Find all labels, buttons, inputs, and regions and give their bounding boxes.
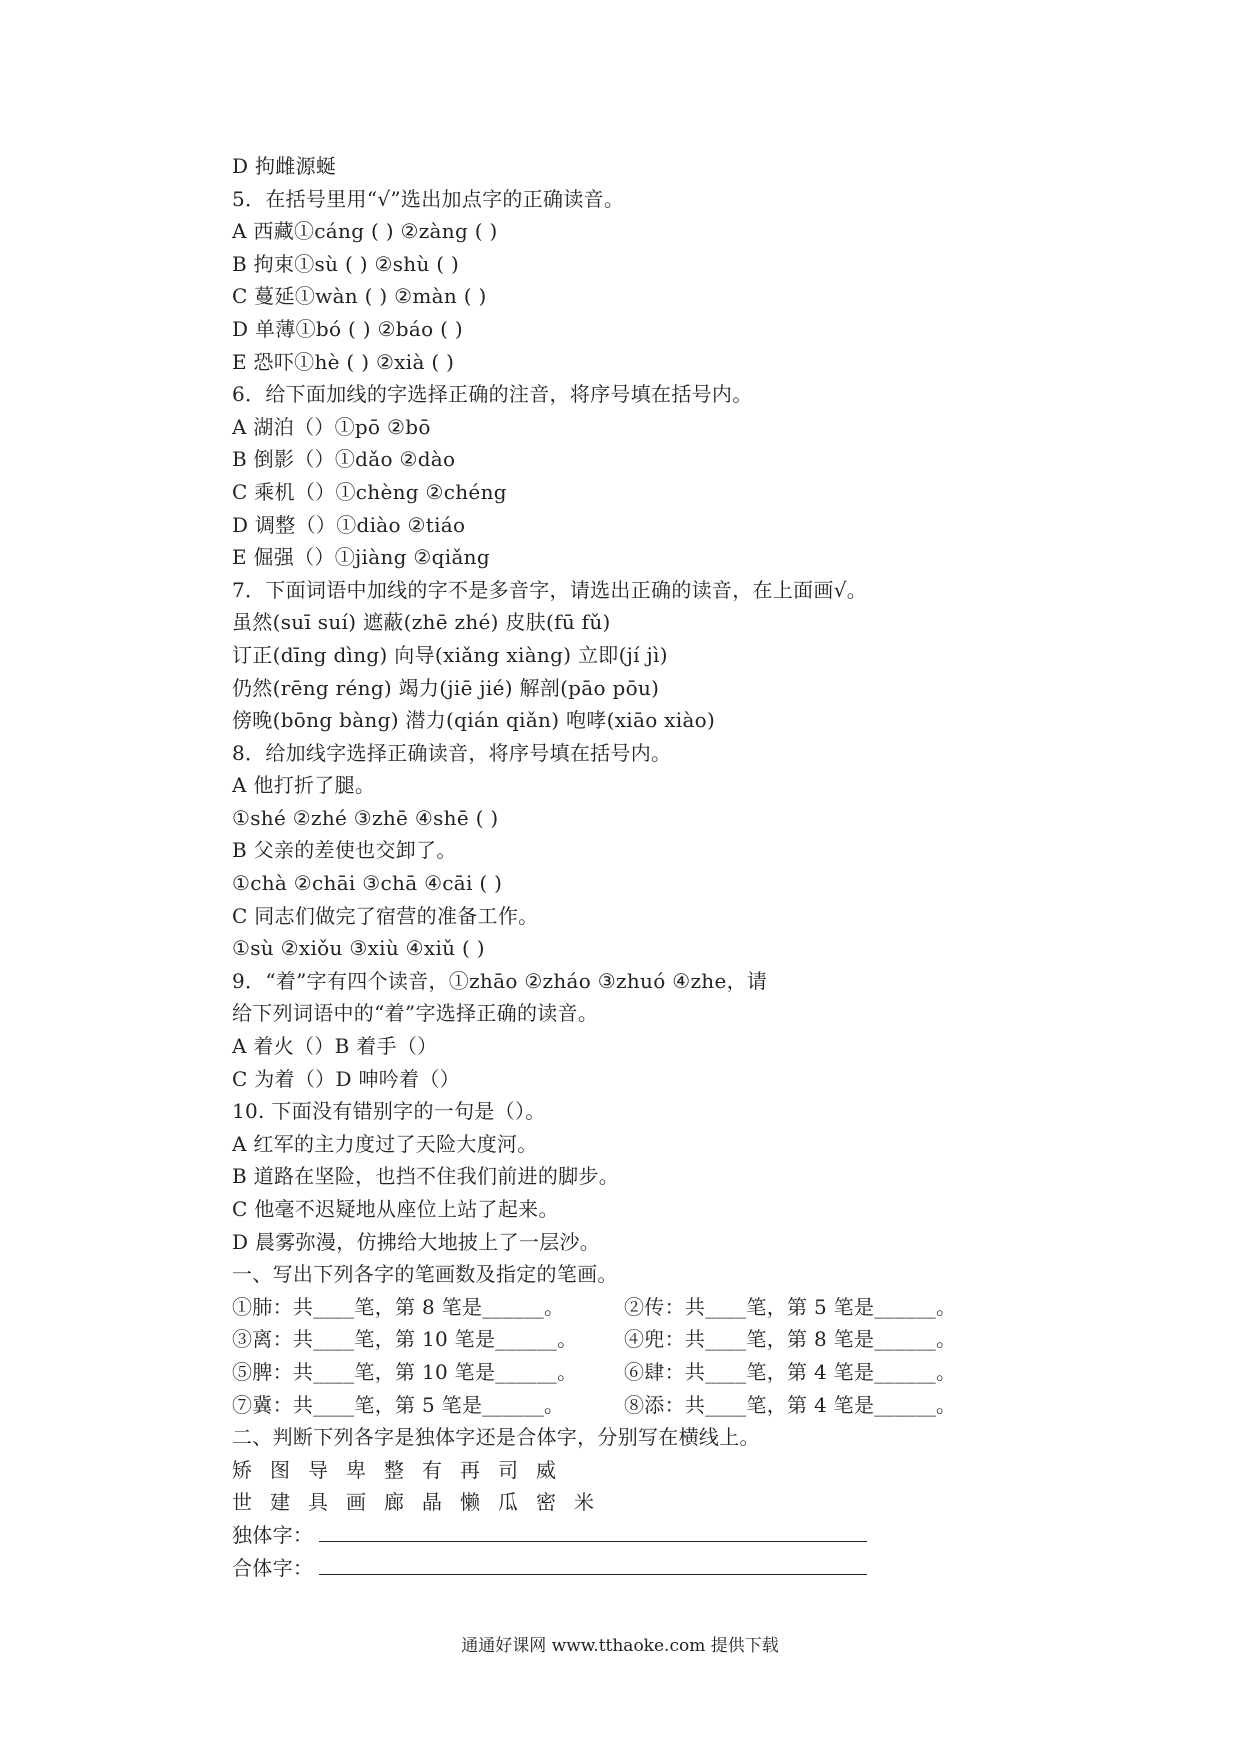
text-line: C 为着（）D 呻吟着（） [232, 1066, 460, 1091]
text-line: C 他毫不迟疑地从座位上站了起来。 [232, 1197, 559, 1221]
section-2-title: 二、判断下列各字是独体字还是合体字，分别写在横线上。 [232, 1425, 760, 1450]
stroke-row [232, 1291, 1032, 1324]
text-line: E 恐吓①hè ( ) ②xià ( ) [232, 349, 455, 374]
text-line: 5．在括号里用“√”选出加点字的正确读音。 [232, 186, 625, 211]
stroke-count-grid [232, 1291, 1032, 1421]
text-line: C 蔓延①wàn ( ) ②màn ( ) [232, 284, 487, 309]
text-line: B 父亲的差使也交卸了。 [232, 838, 457, 863]
char-row-2: 世建具画廊晶懒瓜密米 [232, 1490, 612, 1515]
text-line: 6．给下面加线的字选择正确的注音，将序号填在括号内。 [232, 382, 753, 407]
text-line: B 倒影（）①dǎo ②dào [232, 447, 456, 472]
text-line: ①sù ②xiǒu ③xiù ④xiǔ ( ) [232, 936, 485, 961]
text-line: 一、写出下列各字的笔画数及指定的笔画。 [232, 1262, 618, 1287]
answer-blank-single[interactable] [319, 1519, 867, 1542]
text-line: 傍晚(bōng bàng) 潜力(qián qiǎn) 咆哮(xiāo xiào) [232, 708, 716, 733]
stroke-item: ⑥肆：共____笔，第 4 笔是______。 [624, 1359, 957, 1384]
answer-label-single: 独体字： [232, 1522, 314, 1547]
text-line: ①shé ②zhé ③zhē ④shē ( ) [232, 805, 499, 830]
char-row-1: 矫图导卑整有再司威 [232, 1457, 574, 1482]
text-line: A 着火（）B 着手（） [232, 1034, 438, 1059]
stroke-item: ②传：共____笔，第 5 笔是______。 [624, 1294, 957, 1319]
text-line: 7．下面词语中加线的字不是多音字，请选出正确的读音，在上面画√。 [232, 577, 868, 602]
text-line: 9．“着”字有四个读音，①zhāo ②zháo ③zhuó ④zhe，请 [232, 968, 768, 993]
question-lines [232, 150, 1032, 1291]
answer-blank-compound[interactable] [319, 1552, 867, 1575]
text-line: D 调整（）①diào ②tiáo [232, 512, 466, 537]
answer-line-compound [232, 1552, 1032, 1585]
stroke-row [232, 1356, 1032, 1389]
text-line: 虽然(suī suí) 遮蔽(zhē zhé) 皮肤(fū fǔ) [232, 610, 611, 635]
text-line: 8．给加线字选择正确读音，将序号填在括号内。 [232, 740, 672, 765]
stroke-item: ④兜：共____笔，第 8 笔是______。 [624, 1327, 957, 1352]
text-line: A 西藏①cáng ( ) ②zàng ( ) [232, 219, 498, 244]
stroke-item: ①肺：共____笔，第 8 笔是______。 [232, 1294, 565, 1319]
stroke-row [232, 1323, 1032, 1356]
text-line: B 道路在坚险，也挡不住我们前进的脚步。 [232, 1164, 620, 1189]
text-line: C 乘机（）①chèng ②chéng [232, 479, 507, 504]
text-line: A 红军的主力度过了天险大度河。 [232, 1131, 538, 1156]
text-line: D 晨雾弥漫，仿拂给大地披上了一层沙。 [232, 1229, 601, 1254]
stroke-row [232, 1389, 1032, 1422]
answer-label-compound: 合体字： [232, 1555, 314, 1580]
page-footer: 通通好课网 www.tthaoke.com 提供下载 [461, 1636, 779, 1656]
text-line: C 同志们做完了宿营的准备工作。 [232, 903, 539, 928]
answer-line-single [232, 1519, 1032, 1552]
text-line: E 倔强（）①jiàng ②qiǎng [232, 545, 490, 570]
text-line: 仍然(rēng réng) 竭力(jiē jié) 解剖(pāo pōu) [232, 675, 660, 700]
text-line: 10. 下面没有错别字的一句是（）。 [232, 1099, 546, 1124]
text-line: A 湖泊（）①pō ②bō [232, 414, 431, 439]
stroke-item: ⑧添：共____笔，第 4 笔是______。 [624, 1392, 957, 1417]
stroke-item: ③离：共____笔，第 10 笔是______。 [232, 1327, 578, 1352]
worksheet-content [232, 150, 1032, 1584]
text-line: B 拘束①sù ( ) ②shù ( ) [232, 251, 460, 276]
text-line: D 单薄①bó ( ) ②báo ( ) [232, 316, 463, 341]
text-line: D 拘雌源蜒 [232, 154, 337, 178]
text-line: A 他打折了腿。 [232, 773, 376, 798]
text-line: ①chà ②chāi ③chā ④cāi ( ) [232, 871, 503, 896]
stroke-item: ⑦冀：共____笔，第 5 笔是______。 [232, 1392, 565, 1417]
stroke-item: ⑤脾：共____笔，第 10 笔是______。 [232, 1359, 578, 1384]
text-line: 订正(dīng dìng) 向导(xiǎng xiàng) 立即(jí jì) [232, 642, 668, 667]
text-line: 给下列词语中的“着”字选择正确的读音。 [232, 1001, 599, 1026]
